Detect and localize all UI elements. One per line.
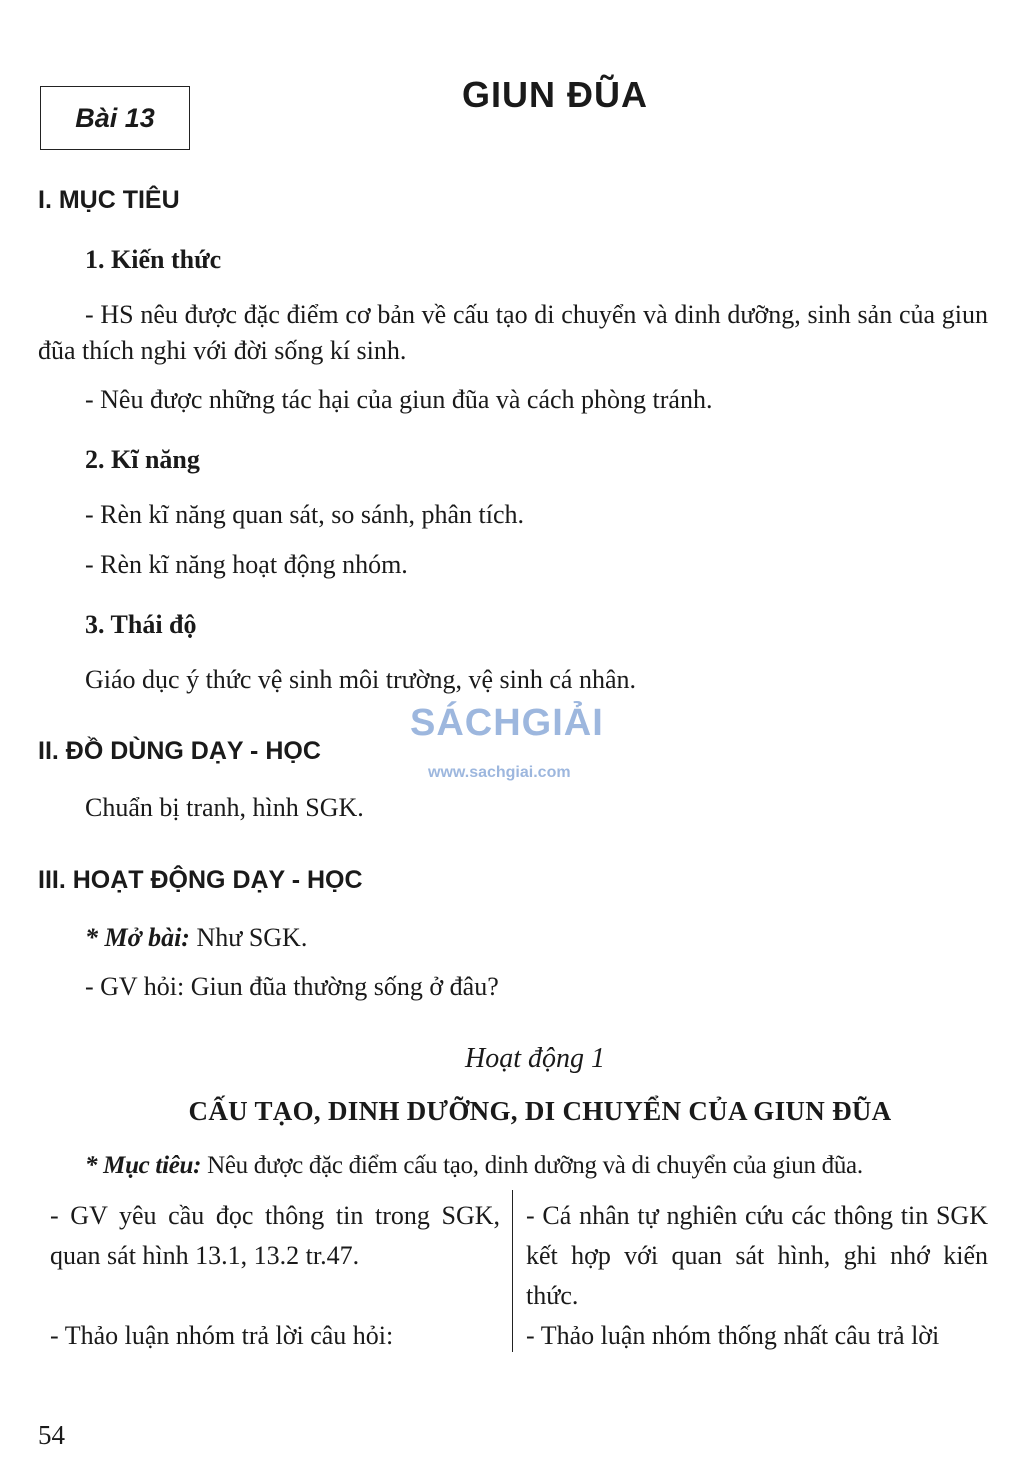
page-number: 54 — [38, 1420, 65, 1450]
section-3-heading: III. HOẠT ĐỘNG DẠY - HỌC — [38, 866, 363, 894]
skills-paragraph-2: - Rèn kĩ năng hoạt động nhóm. — [85, 550, 408, 579]
right-column-item-2: - Thảo luận nhóm thống nhất câu trả lời — [526, 1321, 940, 1350]
activity-heading: CẤU TẠO, DINH DƯỠNG, DI CHUYỂN CỦA GIUN ĐŨA — [188, 1096, 892, 1126]
activity-goal — [85, 1148, 863, 1184]
intro-paragraph — [85, 920, 307, 956]
lesson-label-box — [40, 86, 190, 150]
intro-label: * Mở bài: — [85, 923, 190, 952]
knowledge-paragraph-2: - Nêu được những tác hại của giun đũa và cách phòng tránh. — [85, 385, 713, 414]
left-column-item-2: - Thảo luận nhóm trả lời câu hỏi: — [50, 1321, 394, 1350]
skills-paragraph-1: - Rèn kĩ năng quan sát, so sánh, phân tích. — [85, 500, 525, 529]
subsection-knowledge-heading: 1. Kiến thức — [85, 245, 222, 274]
attitude-paragraph: Giáo dục ý thức vệ sinh môi trường, vệ sinh cá nhân. — [85, 665, 636, 694]
watermark-url: www.sachgiai.com — [428, 764, 571, 781]
subsection-attitude-heading: 3. Thái độ — [85, 610, 197, 639]
goal-text: Nêu được đặc điểm cấu tạo, dinh dưỡng và di chuyển của giun đũa. — [201, 1152, 863, 1179]
teacher-question: - GV hỏi: Giun đũa thường sống ở đâu? — [85, 972, 499, 1001]
section-1-heading: I. MỤC TIÊU — [38, 186, 180, 214]
lesson-label: Bài 13 — [75, 102, 155, 133]
goal-label: * Mục tiêu: — [85, 1152, 202, 1179]
column-divider — [512, 1190, 513, 1352]
materials-paragraph: Chuẩn bị tranh, hình SGK. — [85, 793, 364, 822]
intro-text: Như SGK. — [189, 923, 308, 952]
watermark-logo: SÁCHGIẢI — [410, 702, 604, 744]
section-2-heading: II. ĐỒ DÙNG DẠY - HỌC — [38, 737, 321, 765]
right-column-item-1: - Cá nhân tự nghiên cứu các thông tin SGK kết hợp với quan sát hình, ghi nhớ kiến thức. — [526, 1201, 988, 1310]
left-column-item-1: - GV yêu cầu đọc thông tin trong SGK, quan sát hình 13.1, 13.2 tr.47. — [50, 1201, 500, 1270]
knowledge-paragraph-1: - HS nêu được đặc điểm cơ bản về cấu tạo di chuyển và dinh dưỡng, sinh sản của giun đũa thích nghi với đời sống kí sinh. — [38, 300, 988, 365]
page-title: GIUN ĐŨA — [462, 74, 648, 115]
subsection-skills-heading: 2. Kĩ năng — [85, 445, 200, 474]
activity-label: Hoạt động 1 — [465, 1043, 605, 1074]
